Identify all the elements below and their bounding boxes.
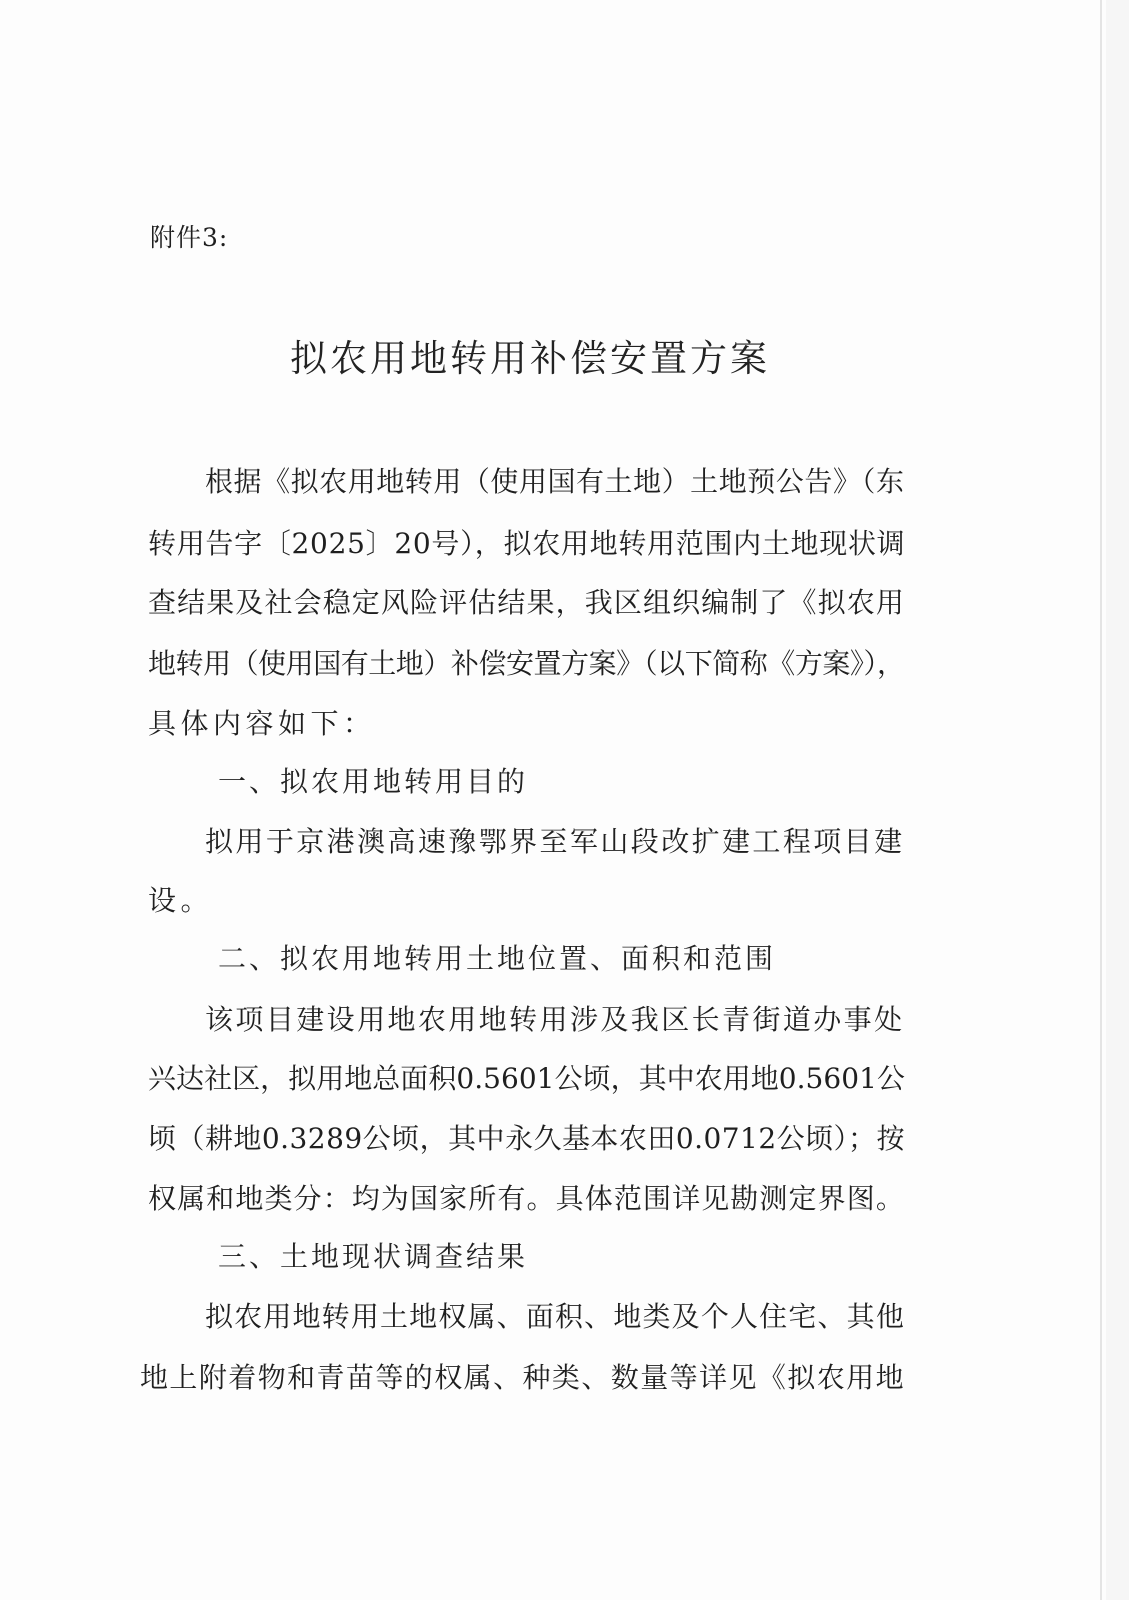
paragraph-line: 顷（耕地0.3289公顷，其中永久基本农田0.0712公顷）；按 [148, 1122, 905, 1155]
scan-edge-line [1100, 0, 1102, 1600]
section-heading: 三、土地现状调查结果 [218, 1240, 529, 1273]
scan-edge-shadow [1106, 0, 1129, 1600]
paragraph-line: 该项目建设用地农用地转用涉及我区长青街道办事处 [205, 1003, 905, 1036]
attachment-label: 附件3: [150, 223, 229, 252]
paragraph-line: 拟农用地转用土地权属、面积、地类及个人住宅、其他 [205, 1300, 906, 1333]
paragraph-line: 具体内容如下： [148, 707, 376, 740]
paragraph-line: 地上附着物和青苗等的权属、种类、数量等详见《拟农用地 [140, 1361, 906, 1394]
section-heading: 二、拟农用地转用土地位置、面积和范围 [218, 942, 777, 975]
paragraph-line: 根据《拟农用地转用（使用国有土地）土地预公告》（东 [205, 465, 905, 498]
page-title: 拟农用地转用补偿安置方案 [290, 337, 770, 380]
paragraph-line: 地转用（使用国有土地）补偿安置方案》（以下简称《方案》）， [148, 647, 905, 680]
paragraph-line: 拟用于京港澳高速豫鄂界至军山段改扩建工程项目建 [205, 825, 905, 858]
paragraph-line: 设。 [148, 884, 214, 917]
paragraph-line: 权属和地类分：均为国家所有。具体范围详见勘测定界图。 [148, 1182, 906, 1215]
paragraph-line: 转用告字〔2025〕20号），拟农用地转用范围内土地现状调 [148, 527, 906, 560]
paragraph-line: 兴达社区，拟用地总面积0.5601公顷，其中农用地0.5601公 [148, 1062, 905, 1095]
paragraph-line: 查结果及社会稳定风险评估结果，我区组织编制了《拟农用 [148, 586, 906, 619]
section-heading: 一、拟农用地转用目的 [218, 765, 529, 798]
